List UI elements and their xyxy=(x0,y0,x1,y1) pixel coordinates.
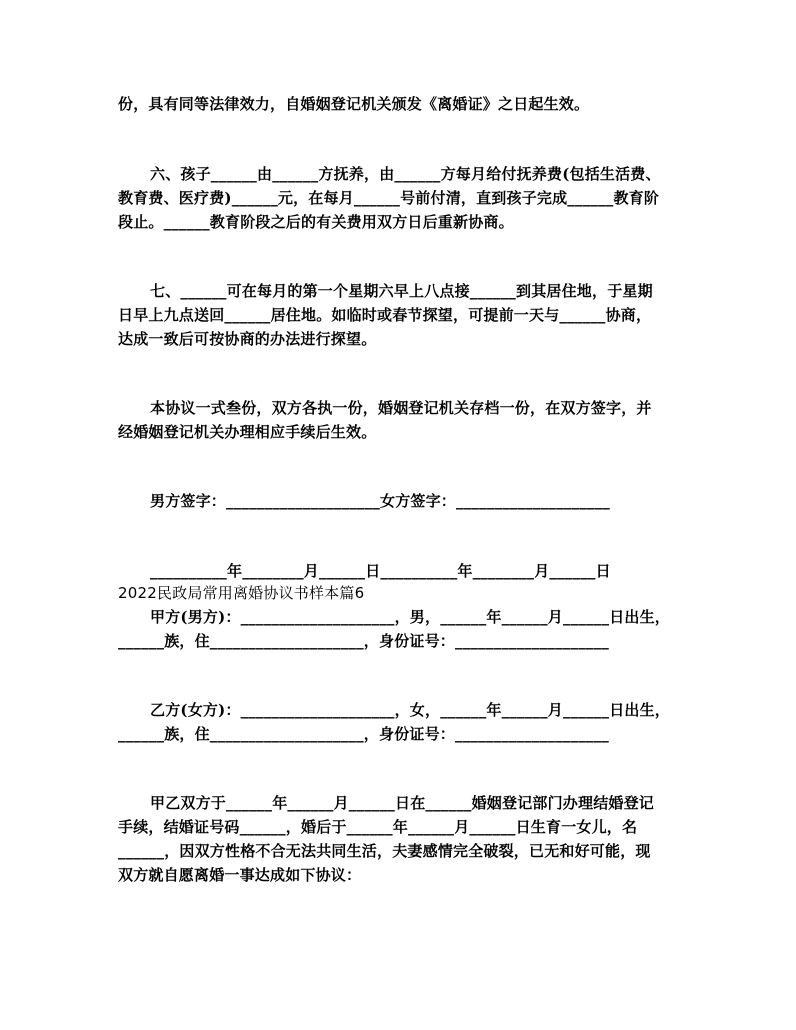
date-line: __________年________月______日__________年________月______日 xyxy=(150,562,611,580)
paragraph-line: 甲方(男方)：____________________，男，______年______月______日出生， xyxy=(150,608,670,626)
paragraph-line: 本协议一式叁份，双方各执一份，婚姻登记机关存档一份，在双方签字，并 xyxy=(150,399,652,417)
paragraph-line: 日早上九点送回______居住地。如临时或春节探望，可提前一天与______协商， xyxy=(118,306,652,324)
paragraph-line: 份，具有同等法律效力，自婚姻登记机关颁发《离婚证》之日起生效。 xyxy=(118,95,590,113)
signature-line: 男方签字：____________________女方签字：____________________ xyxy=(150,492,611,510)
paragraph-line: ______族，住____________________，身份证号：____________________ xyxy=(118,632,610,650)
paragraph-line: 经婚姻登记机关办理相应手续后生效。 xyxy=(118,423,377,441)
paragraph-line: ______族，住____________________，身份证号：____________________ xyxy=(118,725,610,743)
paragraph-line: 段止。______教育阶段之后的有关费用双方日后重新协商。 xyxy=(118,213,514,231)
section-heading: 2022民政局常用离婚协议书样本篇6 xyxy=(118,584,365,602)
paragraph-line: 双方就自愿离婚一事达成如下协议： xyxy=(118,866,362,884)
paragraph-line: 乙方(女方)：____________________，女，______年______月______日出生， xyxy=(150,701,670,719)
paragraph-line: ______，因双方性格不合无法共同生活，夫妻感情完全破裂，已无和好可能，现 xyxy=(118,842,651,860)
paragraph-line: 教育费、医疗费)______元，在每月______号前付清，直到孩子完成______教育阶 xyxy=(118,189,660,207)
paragraph-line: 七、______可在每月的第一个星期六早上八点接______到其居住地，于星期 xyxy=(150,282,653,300)
paragraph-line: 手续，结婚证号码______，婚后于______年______月______日生育一女儿，名 xyxy=(118,818,638,836)
paragraph-line: 六、孩子______由______方抚养，由______方每月给付抚养费(包括生活费、 xyxy=(150,165,661,183)
paragraph-line: 达成一致后可按协商的办法进行探望。 xyxy=(118,330,377,348)
paragraph-line: 甲乙双方于______年______月______日在______婚姻登记部门办理结婚登记 xyxy=(150,794,655,812)
